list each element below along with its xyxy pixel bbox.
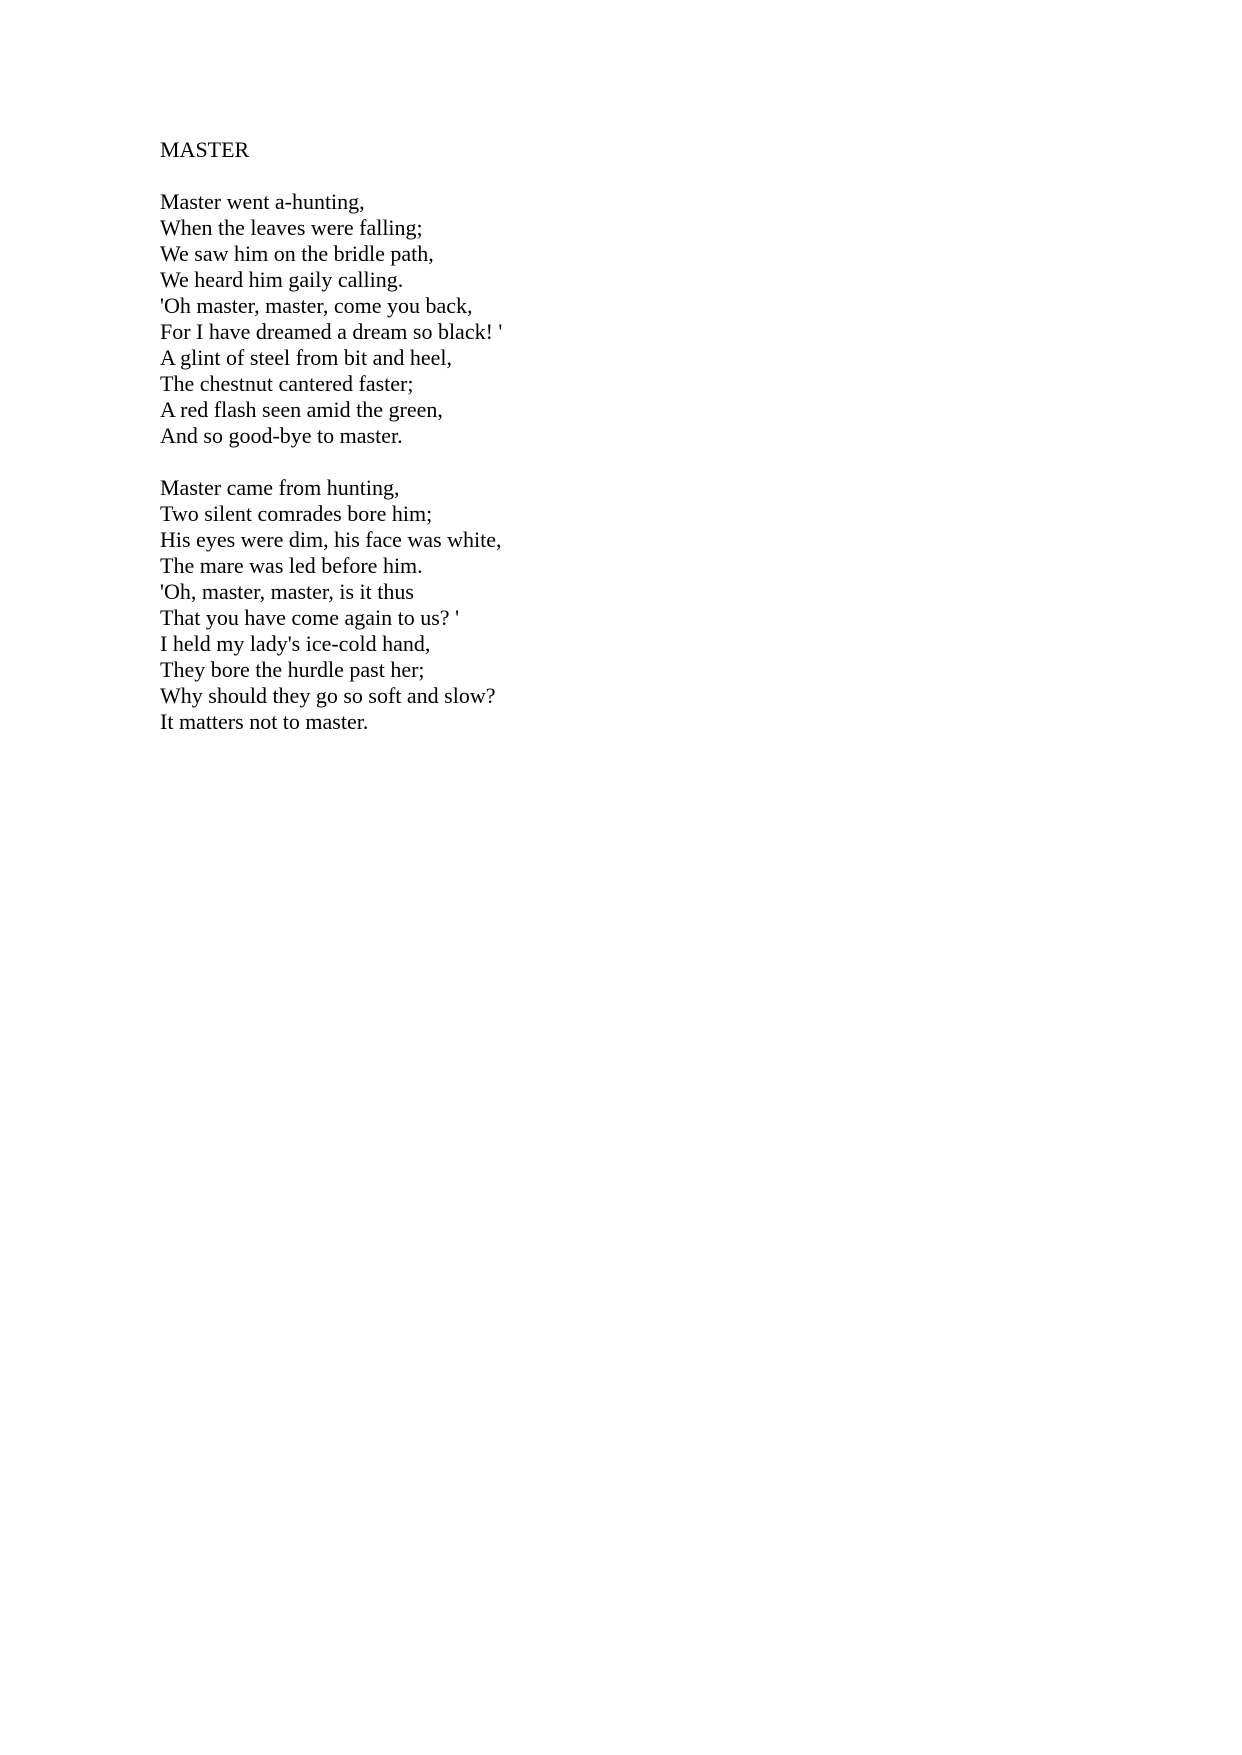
poem-line: Why should they go so soft and slow? bbox=[160, 683, 496, 708]
poem-line: We heard him gaily calling. bbox=[160, 267, 404, 292]
poem-line: A glint of steel from bit and heel, bbox=[160, 345, 453, 370]
poem-line: It matters not to master. bbox=[160, 709, 369, 734]
poem-line: And so good-bye to master. bbox=[160, 423, 403, 448]
poem-line: 'Oh, master, master, is it thus bbox=[160, 579, 414, 604]
poem bbox=[160, 137, 502, 761]
poem-line: The chestnut cantered faster; bbox=[160, 371, 414, 396]
poem-line: That you have come again to us? ' bbox=[160, 605, 460, 630]
poem-line: Master went a-hunting, bbox=[160, 189, 365, 214]
poem-line: The mare was led before him. bbox=[160, 553, 423, 578]
poem-title: MASTER bbox=[160, 137, 250, 162]
poem-line: 'Oh master, master, come you back, bbox=[160, 293, 473, 318]
poem-line: When the leaves were falling; bbox=[160, 215, 423, 240]
poem-line: A red flash seen amid the green, bbox=[160, 397, 443, 422]
poem-line: Two silent comrades bore him; bbox=[160, 501, 433, 526]
poem-line: We saw him on the bridle path, bbox=[160, 241, 434, 266]
poem-line: I held my lady's ice-cold hand, bbox=[160, 631, 431, 656]
poem-line: His eyes were dim, his face was white, bbox=[160, 527, 502, 552]
stanza-1 bbox=[160, 189, 502, 449]
poem-line: For I have dreamed a dream so black! ' bbox=[160, 319, 503, 344]
poem-line: They bore the hurdle past her; bbox=[160, 657, 425, 682]
stanza-2 bbox=[160, 475, 502, 735]
poem-line: Master came from hunting, bbox=[160, 475, 400, 500]
